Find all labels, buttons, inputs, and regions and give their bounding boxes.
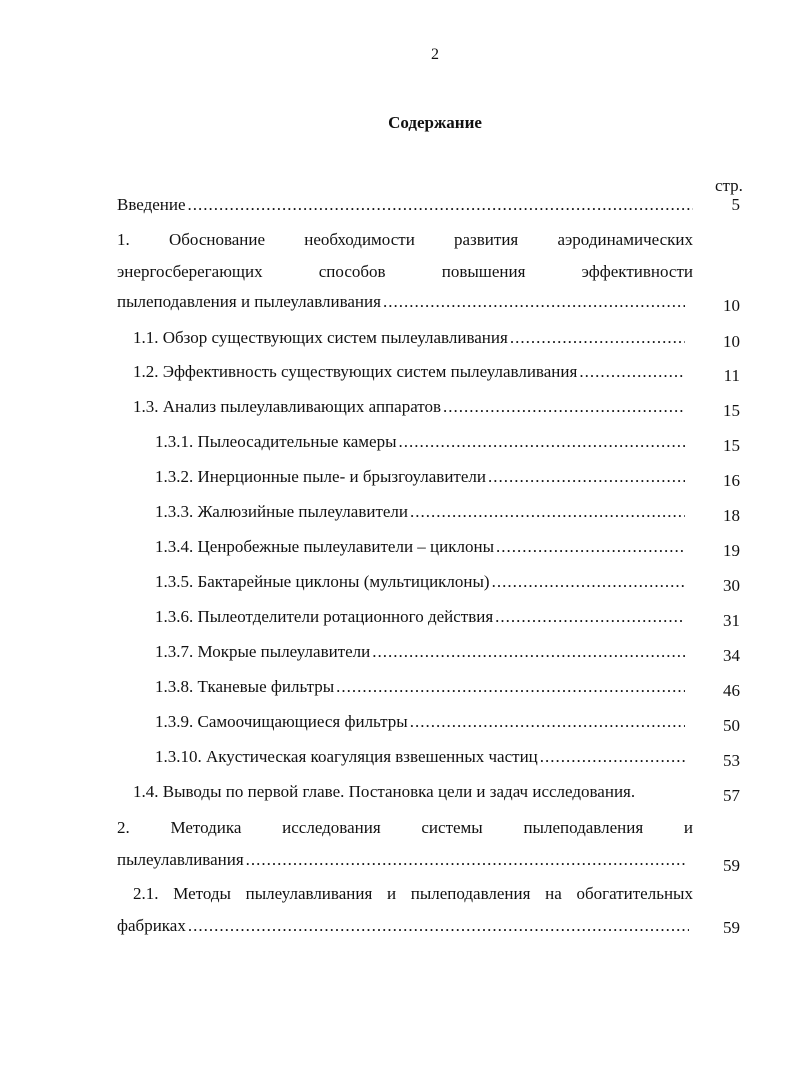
toc-entry-intro — [0, 195, 798, 221]
leader-dots — [443, 397, 685, 417]
toc-chapter-1-line-3 — [0, 292, 798, 318]
toc-entry-page: 34 — [723, 646, 740, 665]
toc-entry-text: 1.2. Эффективность существующих систем пылеулавливания — [133, 362, 578, 381]
toc-entry-1-3-7 — [0, 642, 798, 668]
page-title: Содержание — [388, 113, 482, 132]
toc-entry-page: 10 — [723, 296, 740, 315]
toc-entry-page: 19 — [723, 541, 740, 560]
toc-entry-1-4 — [0, 782, 798, 808]
toc-chapter-2-line-2 — [0, 850, 798, 876]
toc-entry-page: 57 — [723, 786, 740, 805]
word: Методика — [170, 818, 242, 837]
leader-dots — [372, 642, 685, 662]
toc-entry-1-3-10 — [0, 747, 798, 773]
leader-dots — [495, 607, 685, 627]
word: энергосберегающих — [117, 262, 263, 281]
toc-entry-text: 1.3. Анализ пылеулавливающих аппаратов — [133, 397, 442, 416]
toc-entry-text: 1.3.6. Пылеотделители ротационного действия — [155, 607, 494, 626]
word: системы — [421, 818, 483, 837]
toc-entry-text: 1.4. Выводы по первой главе. Постановка цели и задач исследования. — [133, 782, 636, 801]
word: исследования — [282, 818, 381, 837]
toc-entry-1-3 — [0, 397, 798, 423]
toc-entry-text: 1.3.10. Акустическая коагуляция взвешенных частиц — [155, 747, 538, 766]
toc-entry-text: 1.3.5. Бактарейные циклоны (мультициклоны) — [155, 572, 490, 591]
word: Методы — [173, 884, 231, 903]
leader-dots — [383, 292, 685, 312]
leader-dots — [188, 195, 693, 215]
toc-entry-1-3-9 — [0, 712, 798, 738]
toc-entry-page: 11 — [723, 366, 740, 385]
toc-entry-2-1-line-1 — [0, 884, 798, 910]
toc-chapter-2-line-1 — [0, 818, 798, 844]
leader-dots — [579, 362, 685, 382]
toc-entry-page: 30 — [723, 576, 740, 595]
toc-entry-1-3-5 — [0, 572, 798, 598]
word: повышения — [441, 262, 526, 281]
leader-dots — [336, 677, 685, 697]
toc-entry-page: 10 — [723, 332, 740, 351]
toc-entry-1-3-6 — [0, 607, 798, 633]
leader-dots — [496, 537, 685, 557]
word: необходимости — [304, 230, 415, 249]
toc-entry-1-3-8 — [0, 677, 798, 703]
word: обогатительных — [576, 884, 693, 903]
toc-entry-text: 1.3.3. Жалюзийные пылеулавители — [155, 502, 408, 521]
toc-entry-page: 53 — [723, 751, 740, 770]
toc-entry-text: 1.1. Обзор существующих систем пылеулавливания — [133, 328, 508, 347]
toc-entry-text: пылеподавления и пылеулавливания — [117, 292, 381, 311]
toc-entry-1-3-1 — [0, 432, 798, 458]
leader-dots — [540, 747, 685, 767]
toc-entry-text: фабриках — [117, 916, 186, 935]
word: эффективности — [581, 262, 693, 281]
leader-dots — [492, 572, 685, 592]
toc-entry-2-1-line-2 — [0, 916, 798, 942]
toc-entry-page: 15 — [723, 401, 740, 420]
word: 2. — [117, 818, 130, 837]
toc-entry-page: 59 — [723, 918, 740, 937]
leader-dots — [488, 467, 685, 487]
word: пылеподавления — [410, 884, 531, 903]
toc-entry-page: 16 — [723, 471, 740, 490]
word: пылеподавления — [523, 818, 644, 837]
word: и — [683, 818, 693, 837]
word: развития — [454, 230, 519, 249]
word: на — [545, 884, 562, 903]
leader-dots — [410, 712, 685, 732]
word: и — [386, 884, 397, 903]
toc-entry-page: 50 — [723, 716, 740, 735]
toc-entry-text: 1.3.4. Ценробежные пылеулавители – циклоны — [155, 537, 494, 556]
word: Обоснование — [168, 230, 266, 249]
toc-entry-page: 31 — [723, 611, 740, 630]
toc-entry-1-2 — [0, 362, 798, 388]
toc-entry-1-3-3 — [0, 502, 798, 528]
word: аэродинамических — [557, 230, 693, 249]
toc-entry-1-1 — [0, 328, 798, 354]
toc-entry-text: 1.3.8. Тканевые фильтры — [155, 677, 335, 696]
word: способов — [318, 262, 386, 281]
toc-chapter-1-line-2 — [0, 262, 798, 288]
toc-entry-page: 46 — [723, 681, 740, 700]
leader-dots — [410, 502, 685, 522]
toc-entry-page: 5 — [731, 195, 740, 214]
word: пылеулавливания — [245, 884, 373, 903]
toc-entry-text: 1.3.9. Самоочищающиеся фильтры — [155, 712, 408, 731]
page-column-label: стр. — [715, 176, 743, 195]
toc-entry-page: 18 — [723, 506, 740, 525]
word: 1. — [117, 230, 130, 249]
toc-entry-page: 15 — [723, 436, 740, 455]
word: 2.1. — [133, 884, 159, 903]
toc-entry-text: 1.3.7. Мокрые пылеулавители — [155, 642, 371, 661]
toc-chapter-1-line-1 — [0, 230, 798, 256]
toc-entry-1-3-4 — [0, 537, 798, 563]
leader-dots — [510, 328, 685, 348]
toc-entry-text: Введение — [117, 195, 186, 214]
leader-dots — [246, 850, 687, 870]
leader-dots — [399, 432, 686, 452]
toc-entry-text: 1.3.2. Инерционные пыле- и брызгоулавители — [155, 467, 486, 486]
toc-entry-text: 1.3.1. Пылеосадительные камеры — [155, 432, 397, 451]
toc-entry-page: 59 — [723, 856, 740, 875]
page-number: 2 — [431, 46, 439, 63]
toc-entry-1-3-2 — [0, 467, 798, 493]
toc-entry-text: пылеулавливания — [117, 850, 244, 869]
leader-dots — [188, 916, 689, 936]
